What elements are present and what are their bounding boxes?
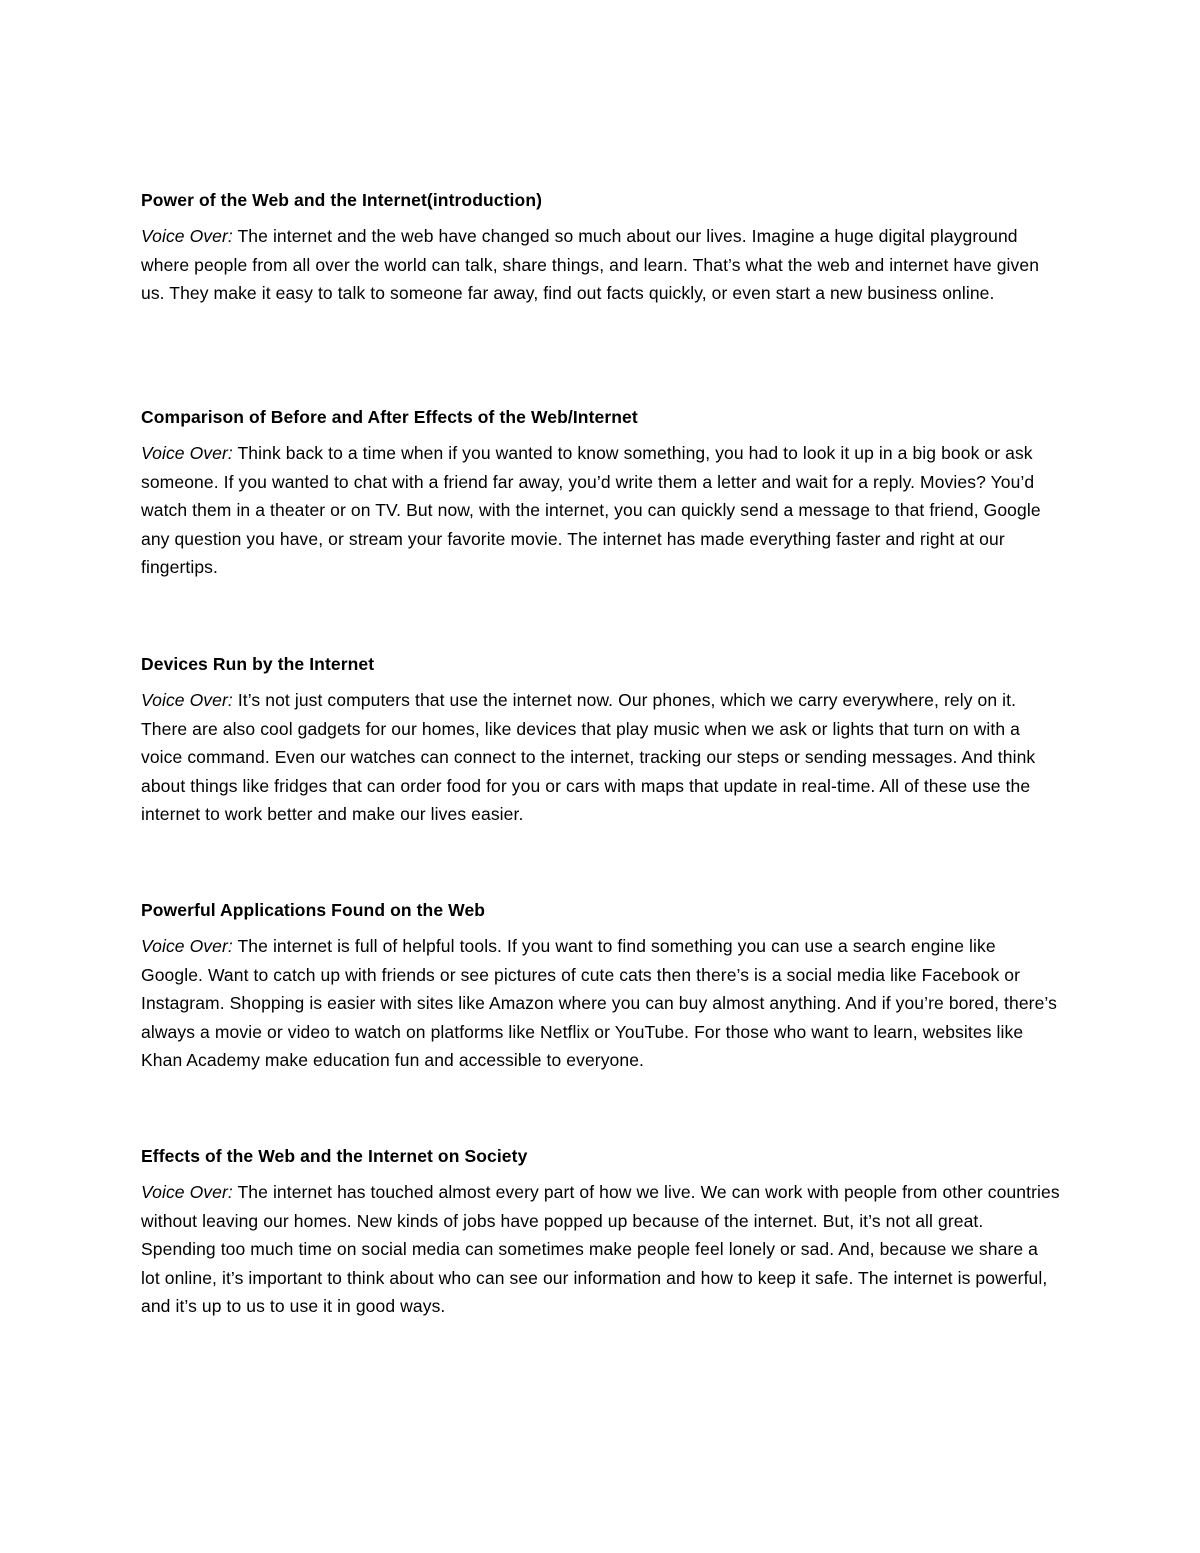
voice-over-label: Voice Over:	[141, 1182, 233, 1202]
section-body-text: Think back to a time when if you wanted to know something, you had to look it up in a big book or ask someone. If you wanted to chat with a friend far away, you’d write them a letter and wait for a reply. Movies? You’d watch them in a theater or on TV. But now, with the internet, you can quickly send a message to that friend, Google any question you have, or stream your favorite movie. The internet has made everything faster and right at our fingertips.	[141, 443, 1041, 578]
section-body-text: The internet has touched almost every part of how we live. We can work with people from other countries without leaving our homes. New kinds of jobs have popped up because of the internet. But, it’s not all great. Spending too much time on social media can sometimes make people feel lonely or sad. And, because we share a lot online, it’s important to think about who can see our information and how to keep it safe. The internet is powerful, and it’s up to us to use it in good ways.	[141, 1182, 1060, 1317]
voice-over-label: Voice Over:	[141, 936, 233, 956]
section-comparison	[141, 405, 1061, 582]
section-heading: Comparison of Before and After Effects of the Web/Internet	[141, 407, 638, 427]
section-heading: Effects of the Web and the Internet on Society	[141, 1146, 528, 1166]
section-society	[141, 1144, 1061, 1321]
voice-over-label: Voice Over:	[141, 443, 233, 463]
section-applications	[141, 898, 1061, 1075]
section-paragraph	[141, 686, 1061, 829]
voice-over-label: Voice Over:	[141, 690, 233, 710]
section-paragraph	[141, 1178, 1061, 1321]
section-paragraph	[141, 222, 1061, 308]
section-body-text: The internet and the web have changed so much about our lives. Imagine a huge digital playground where people from all over the world can talk, share things, and learn. That’s what the web and internet have given us. They make it easy to talk to someone far away, find out facts quickly, or even start a new business online.	[141, 226, 1040, 304]
section-paragraph	[141, 932, 1061, 1075]
section-devices	[141, 652, 1061, 829]
section-body-text: It’s not just computers that use the internet now. Our phones, which we carry everywhere, rely on it. There are also cool gadgets for our homes, like devices that play music when we ask or lights that turn on with a voice command. Even our watches can connect to the internet, tracking our steps or sending messages. And think about things like fridges that can order food for you or cars with maps that update in real-time. All of these use the internet to work better and make our lives easier.	[141, 690, 1036, 825]
section-introduction	[141, 188, 1061, 308]
section-heading: Power of the Web and the Internet(introduction)	[141, 190, 543, 210]
voice-over-label: Voice Over:	[141, 226, 233, 246]
section-body-text: The internet is full of helpful tools. If you want to find something you can use a search engine like Google. Want to catch up with friends or see pictures of cute cats then there’s is a social media like Facebook or Instagram. Shopping is easier with sites like Amazon where you can buy almost anything. And if you’re bored, there’s always a movie or video to watch on platforms like Netflix or YouTube. For those who want to learn, websites like Khan Academy make education fun and accessible to everyone.	[141, 936, 1057, 1071]
section-heading: Devices Run by the Internet	[141, 654, 375, 674]
section-paragraph	[141, 439, 1061, 582]
section-heading: Powerful Applications Found on the Web	[141, 900, 486, 920]
